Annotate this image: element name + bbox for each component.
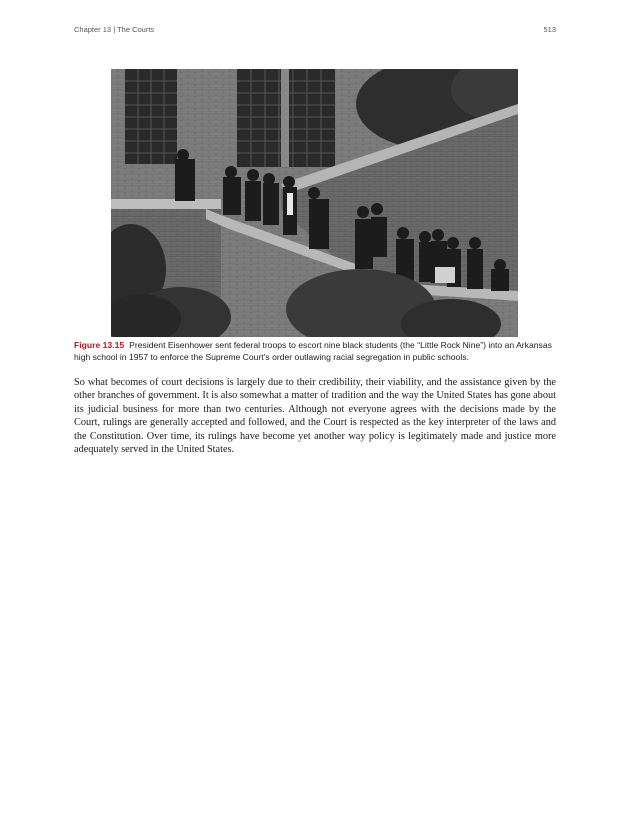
figure-photo <box>111 69 518 337</box>
body-paragraph: So what becomes of court decisions is largely due to their credibility, their viability, and the assistance given by the other branches of government. It is also somewhat a matter of tradition and the way the United States has gone about its judicial business for more than two centuries. Although not everyone agrees with the decisions made by the Court, rulings are generally accepted and followed, and the Court is respected as the key interpreter of the laws and the Constitution. Over time, its rulings have become yet another way policy is legitimately made and justice more adequately served in the United States. <box>74 377 556 456</box>
page-number: 513 <box>543 25 556 34</box>
running-header <box>74 25 556 37</box>
figure-caption <box>74 340 556 363</box>
caption-text: President Eisenhower sent federal troops to escort nine black students (the “Little Rock Nine”) into an Arkansas high school in 1957 to enforce the Supreme Court’s order outlawing racial segregation in public schools. <box>74 340 552 362</box>
chapter-title: Chapter 13 | The Courts <box>74 25 155 34</box>
figure-label: Figure 13.15 <box>74 340 125 350</box>
